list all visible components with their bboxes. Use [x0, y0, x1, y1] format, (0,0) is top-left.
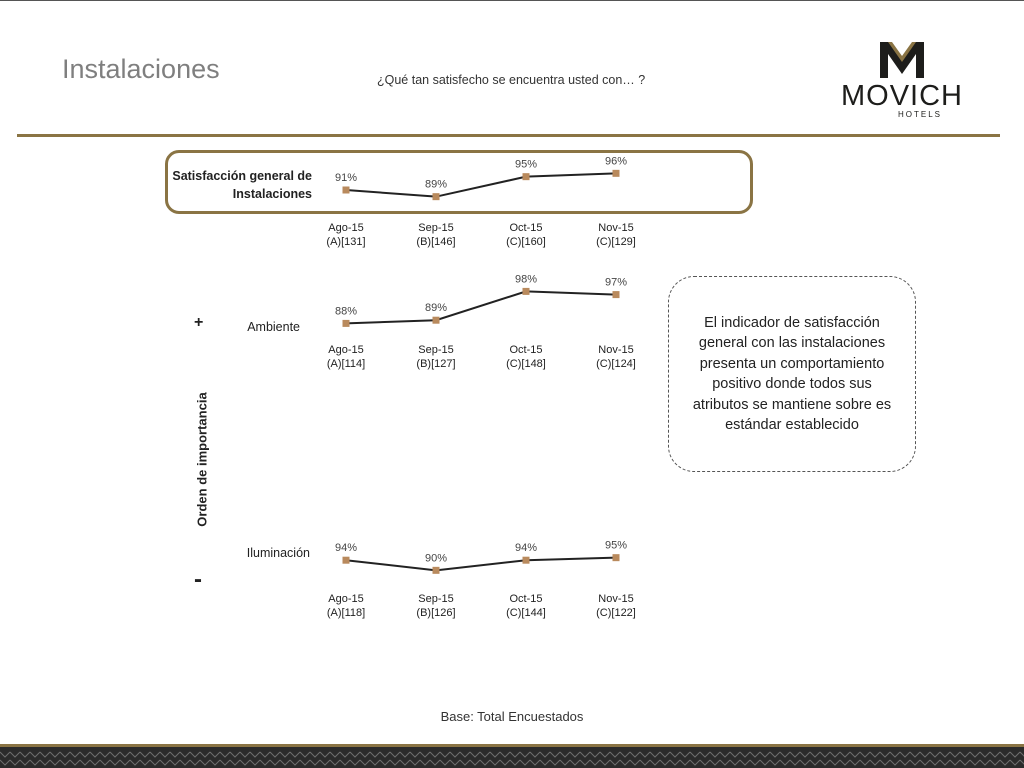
- category-base: (B)[127]: [416, 358, 456, 370]
- category-base: (A)[118]: [326, 607, 366, 619]
- insight-callout: [668, 276, 916, 472]
- data-label: 98%: [514, 273, 538, 286]
- data-point-marker: [523, 288, 530, 295]
- category-month: Oct-15: [509, 344, 543, 356]
- importance-minus: -: [194, 566, 202, 593]
- category-month: Nov-15: [598, 344, 634, 356]
- category-tick-label: [491, 221, 561, 249]
- category-tick-label: [401, 343, 471, 371]
- data-point-marker: [613, 554, 620, 561]
- category-month: Oct-15: [509, 222, 543, 234]
- data-label: 97%: [604, 276, 628, 289]
- category-tick-label: [491, 592, 561, 620]
- data-point-marker: [343, 557, 350, 564]
- category-month: Ago-15: [328, 222, 364, 234]
- category-tick-label: [401, 221, 471, 249]
- category-month: Nov-15: [598, 222, 634, 234]
- category-base: (C)[160]: [506, 236, 546, 248]
- category-base: (C)[122]: [596, 607, 636, 619]
- data-label: 95%: [514, 158, 538, 171]
- data-label: 88%: [334, 305, 358, 318]
- top-border: [0, 0, 1024, 1]
- category-tick-label: [311, 221, 381, 249]
- category-month: Sep-15: [418, 593, 454, 605]
- data-point-marker: [433, 317, 440, 324]
- category-month: Ago-15: [328, 593, 364, 605]
- data-label: 89%: [424, 302, 448, 315]
- data-label: 95%: [604, 539, 628, 552]
- category-tick-label: [581, 343, 651, 371]
- category-tick-label: [401, 592, 471, 620]
- category-month: Sep-15: [418, 222, 454, 234]
- category-base: (C)[148]: [506, 358, 546, 370]
- category-month: Sep-15: [418, 344, 454, 356]
- data-point-marker: [343, 320, 350, 327]
- decorative-footer-band: [0, 744, 1024, 768]
- data-label: 91%: [334, 172, 358, 184]
- ambiente-row-label: Ambiente: [247, 320, 300, 334]
- movich-logo: [818, 40, 986, 120]
- category-base: (B)[146]: [416, 236, 456, 248]
- category-base: (C)[124]: [596, 358, 636, 370]
- category-tick-label: [491, 343, 561, 371]
- data-label: 89%: [424, 178, 448, 191]
- category-month: Nov-15: [598, 593, 634, 605]
- data-label: 94%: [334, 542, 358, 555]
- data-point-marker: [433, 567, 440, 574]
- category-base: (C)[144]: [506, 607, 546, 619]
- question-subtitle: ¿Qué tan satisfecho se encuentra usted con… ?: [377, 73, 646, 87]
- series-line: [346, 558, 616, 571]
- page-title: Instalaciones: [62, 54, 220, 84]
- importance-axis-label: Orden de importancia: [194, 392, 210, 527]
- category-tick-label: [311, 343, 381, 371]
- category-base: (A)[114]: [326, 358, 366, 370]
- logo-wordmark: MOVICH: [841, 80, 963, 112]
- iluminacion-row-label: Iluminación: [246, 546, 310, 560]
- category-tick-label: [581, 592, 651, 620]
- category-base: (C)[129]: [596, 236, 636, 248]
- movich-monogram-icon: [818, 40, 986, 80]
- data-point-marker: [613, 291, 620, 298]
- base-note: Base: Total Encuestados: [440, 709, 584, 724]
- data-label: 90%: [424, 552, 448, 565]
- gold-divider: [17, 134, 1000, 137]
- importance-plus: +: [194, 314, 204, 331]
- category-base: (A)[131]: [326, 236, 366, 248]
- category-month: Oct-15: [509, 593, 543, 605]
- data-label: 96%: [604, 155, 628, 168]
- insight-callout-text: El indicador de satisfacción general con las instalaciones presenta un comportamiento positivo donde todos sus atributos se mantiene sobre es estándar establecido: [692, 314, 892, 433]
- overall-row-label: Satisfacción general de Instalaciones: [172, 169, 312, 201]
- category-tick-label: [581, 221, 651, 249]
- data-point-marker: [523, 557, 530, 564]
- category-base: (B)[126]: [416, 607, 456, 619]
- logo-subtitle: HOTELS: [897, 110, 942, 119]
- data-label: 94%: [514, 542, 538, 555]
- category-month: Ago-15: [328, 344, 364, 356]
- series-line: [346, 291, 616, 323]
- category-tick-label: [311, 592, 381, 620]
